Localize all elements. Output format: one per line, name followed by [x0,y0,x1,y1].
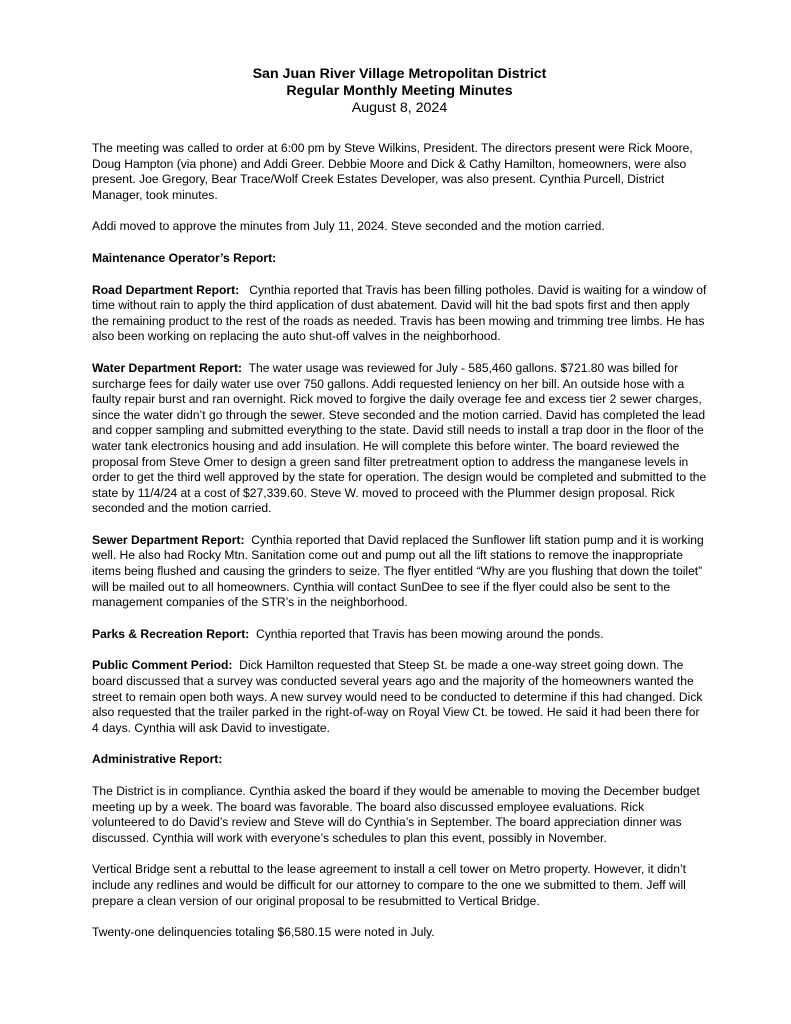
admin-paragraph: Twenty-one delinquencies totaling $6,580.15 were noted in July. [92,925,435,940]
public-comment-label: Public Comment Period: [92,658,233,673]
water-report [92,361,707,517]
district-title: San Juan River Village Metropolitan District [252,66,547,82]
maintenance-heading: Maintenance Operator’s Report: [92,250,277,265]
water-report-text: The water usage was reviewed for July - 585,460 gallons. $721.80 was billed for surcharge fees for daily water use over 750 gallons. Addi requested leniency on her bill. An outside hose with a faulty repair burst and ran overnight. Rick moved to forgive the daily overage fee and excess tier 2 sewer charges, since the water didn’t go through the sewer. Steve seconded and the motion carried. David has completed the lead and copper sampling and submitted everything to the state. David still needs to install a trap door in the floor of the water tank electronics housing and add insulation. He will complete this before winter. The board reviewed the proposal from Steve Omer to design a green sand filter pretreatment option to address the manganese levels in order to get the third well approved by the state for operation. The design would be completed and submitted to the state by 11/4/24 at a cost of $27,339.60. Steve W. moved to proceed with the Plummer design proposal. Rick seconded and the motion carried. [92,360,707,516]
public-comment [92,658,707,736]
admin-paragraph: The District is in compliance. Cynthia asked the board if they would be amenable to moving the December budget meeting up by a week. The board was favorable. The board also discussed employee evaluations. Rick volunteered to do David’s review and Steve will do Cynthia’s in September. The board appreciation dinner was discussed. Cynthia will work with everyone’s schedules to plan this event, possibly in November. [92,784,700,845]
road-report [92,283,707,345]
road-report-text: Cynthia reported that Travis has been filling potholes. David is waiting for a window of time without rain to apply the third application of dust abatement. David will hit the bad spots first and then apply the remaining product to the rest of the roads as needed. Travis has been mowing and trimming tree limbs. He has also been working on replacing the auto shut-off valves in the neighborhood. [92,282,707,344]
minutes-approval-paragraph: Addi moved to approve the minutes from July 11, 2024. Steve seconded and the motion carried. [92,219,605,234]
water-report-label: Water Department Report: [92,360,243,375]
admin-heading: Administrative Report: [92,752,223,767]
admin-paragraph: Vertical Bridge sent a rebuttal to the lease agreement to install a cell tower on Metro property. However, it didn’t include any redlines and would be difficult for our attorney to compare to the one we submitted to them. Jeff will prepare a clean version of our original proposal to be resubmitted to Vertical Bridge. [92,862,687,908]
meeting-date: August 8, 2024 [351,100,448,116]
meeting-title: Regular Monthly Meeting Minutes [286,83,513,99]
public-comment-text: Dick Hamilton requested that Steep St. be made a one-way street going down. The board discussed that a survey was conducted several years ago and the majority of the homeowners wanted the street to remain open both ways. A new survey would need to be conducted to determine if this had changed. Dick also requested that the trailer parked in the right-of-way on Royal View Ct. be towed. He said it had been there for 4 days. Cynthia will ask David to investigate. [92,658,703,735]
sewer-report-label: Sewer Department Report: [92,532,245,547]
minutes-document [92,66,707,957]
road-report-label: Road Department Report: [92,282,240,297]
parks-report [92,627,707,643]
document-header [92,66,707,117]
sewer-report [92,533,707,611]
intro-paragraph: The meeting was called to order at 6:00 pm by Steve Wilkins, President. The directors present were Rick Moore, Doug Hampton (via phone) and Addi Greer. Debbie Moore and Dick & Cathy Hamilton, homeowners, were also present. Joe Gregory, Bear Trace/Wolf Creek Estates Developer, was also present. Cynthia Purcell, District Manager, took minutes. [92,141,693,202]
sewer-report-text: Cynthia reported that David replaced the Sunflower lift station pump and it is working well. He also had Rocky Mtn. Sanitation come out and pump out all the lift stations to remove the inappropriate items being flushed and causing the grinders to seize. The flyer entitled “Why are you flushing that down the toilet” will be mailed out to all homeowners. Cynthia will contact SunDee to see if the flyer could also be sent to the management companies of the STR’s in the neighborhood. [92,532,704,610]
parks-report-label: Parks & Recreation Report: [92,626,250,641]
parks-report-text: Cynthia reported that Travis has been mowing around the ponds. [256,626,604,641]
